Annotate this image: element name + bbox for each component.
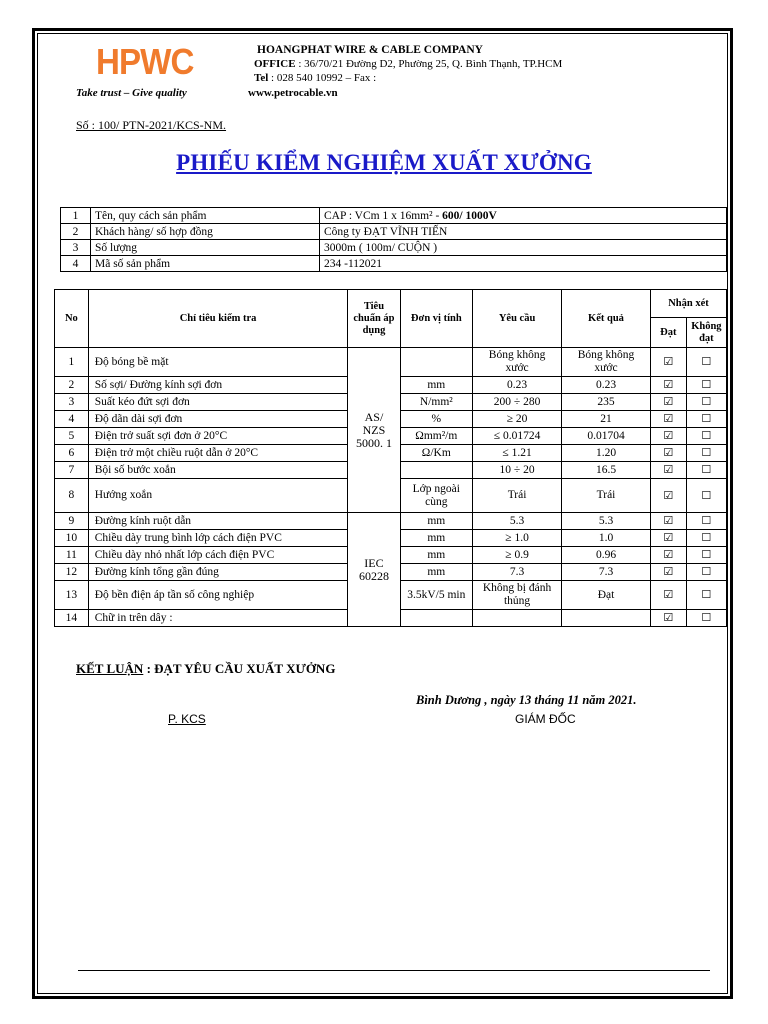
row-requirement: Bóng không xước bbox=[473, 348, 562, 377]
pass-checkbox-icon: ☑ bbox=[663, 531, 674, 544]
row-fail-cell bbox=[686, 581, 726, 610]
row-criteria: Hướng xoắn bbox=[88, 479, 348, 513]
row-result: Đạt bbox=[562, 581, 651, 610]
row-pass-cell bbox=[650, 462, 686, 479]
info-value: Công ty ĐẠT VĨNH TIẾN bbox=[324, 225, 448, 238]
row-unit: Ω/Km bbox=[400, 445, 473, 462]
row-pass-cell bbox=[650, 348, 686, 377]
row-no: 2 bbox=[55, 377, 89, 394]
row-unit: Ωmm²/m bbox=[400, 428, 473, 445]
row-unit: mm bbox=[400, 513, 473, 530]
website: www.petrocable.vn bbox=[248, 87, 338, 99]
row-unit: mm bbox=[400, 547, 473, 564]
row-criteria: Số sợi/ Đường kính sợi đơn bbox=[88, 377, 348, 394]
fail-checkbox-icon: ☐ bbox=[701, 412, 712, 425]
row-requirement: 7.3 bbox=[473, 564, 562, 581]
row-requirement: ≥ 20 bbox=[473, 411, 562, 428]
info-row bbox=[61, 256, 727, 272]
info-label: Khách hàng/ số hợp đồng bbox=[91, 224, 320, 240]
slogan: Take trust – Give quality bbox=[76, 87, 187, 99]
row-requirement: 200 ÷ 280 bbox=[473, 394, 562, 411]
row-no: 12 bbox=[55, 564, 89, 581]
fail-checkbox-icon: ☐ bbox=[701, 395, 712, 408]
row-unit: 3.5kV/5 min bbox=[400, 581, 473, 610]
row-unit: % bbox=[400, 411, 473, 428]
col-header-standard: Tiêu chuẩn áp dụng bbox=[348, 290, 400, 348]
fail-checkbox-icon: ☐ bbox=[701, 611, 712, 624]
row-requirement: Trái bbox=[473, 479, 562, 513]
row-criteria: Độ bóng bề mặt bbox=[88, 348, 348, 377]
row-no: 10 bbox=[55, 530, 89, 547]
info-label: Mã số sản phẩm bbox=[91, 256, 320, 272]
conclusion bbox=[76, 661, 335, 677]
row-pass-cell bbox=[650, 564, 686, 581]
info-row bbox=[61, 208, 727, 224]
row-unit bbox=[400, 348, 473, 377]
pass-checkbox-icon: ☑ bbox=[663, 611, 674, 624]
pass-checkbox-icon: ☑ bbox=[663, 548, 674, 561]
row-no: 3 bbox=[55, 394, 89, 411]
product-info-table bbox=[60, 207, 727, 272]
row-result: Trái bbox=[562, 479, 651, 513]
office-address bbox=[254, 58, 562, 70]
col-header-requirement: Yêu cầu bbox=[473, 290, 562, 348]
info-value-cell bbox=[320, 224, 727, 240]
fail-checkbox-icon: ☐ bbox=[701, 429, 712, 442]
fail-checkbox-icon: ☐ bbox=[701, 548, 712, 561]
row-requirement: ≤ 0.01724 bbox=[473, 428, 562, 445]
fail-checkbox-icon: ☐ bbox=[701, 565, 712, 578]
standard-cell-asnzs: AS/ NZS 5000. 1 bbox=[348, 348, 400, 513]
row-no: 5 bbox=[55, 428, 89, 445]
info-no: 4 bbox=[61, 256, 91, 272]
row-criteria: Chữ in trên dây : bbox=[88, 610, 348, 627]
row-unit: mm bbox=[400, 530, 473, 547]
row-result: 235 bbox=[562, 394, 651, 411]
row-pass-cell bbox=[650, 394, 686, 411]
row-requirement: 5.3 bbox=[473, 513, 562, 530]
row-result: 1.20 bbox=[562, 445, 651, 462]
col-header-result: Kết quả bbox=[562, 290, 651, 348]
row-result: 16.5 bbox=[562, 462, 651, 479]
row-fail-cell bbox=[686, 547, 726, 564]
col-header-fail: Không đạt bbox=[686, 318, 726, 348]
office-label: OFFICE bbox=[254, 58, 296, 70]
info-value: 3000m ( 100m/ CUỘN ) bbox=[324, 241, 438, 254]
row-fail-cell bbox=[686, 377, 726, 394]
row-pass-cell bbox=[650, 513, 686, 530]
pass-checkbox-icon: ☑ bbox=[663, 514, 674, 527]
row-fail-cell bbox=[686, 462, 726, 479]
row-criteria: Bội số bước xoắn bbox=[88, 462, 348, 479]
info-no: 3 bbox=[61, 240, 91, 256]
info-no: 1 bbox=[61, 208, 91, 224]
company-name: HOANGPHAT WIRE & CABLE COMPANY bbox=[257, 44, 483, 56]
row-result: Bóng không xước bbox=[562, 348, 651, 377]
pass-checkbox-icon: ☑ bbox=[663, 488, 674, 502]
row-no: 4 bbox=[55, 411, 89, 428]
row-no: 1 bbox=[55, 348, 89, 377]
standard-cell-iec: IEC 60228 bbox=[348, 513, 400, 627]
info-value-bold: 600/ 1000V bbox=[442, 209, 497, 222]
row-unit: mm bbox=[400, 564, 473, 581]
row-requirement: ≥ 0.9 bbox=[473, 547, 562, 564]
pass-checkbox-icon: ☑ bbox=[663, 395, 674, 408]
telephone bbox=[254, 72, 376, 84]
row-criteria: Suất kéo đứt sợi đơn bbox=[88, 394, 348, 411]
row-criteria: Độ dãn dài sợi đơn bbox=[88, 411, 348, 428]
row-criteria: Điện trở một chiều ruột dẫn ở 20°C bbox=[88, 445, 348, 462]
row-fail-cell bbox=[686, 479, 726, 513]
row-unit bbox=[400, 610, 473, 627]
table-row bbox=[55, 513, 727, 530]
row-unit: N/mm² bbox=[400, 394, 473, 411]
row-result: 7.3 bbox=[562, 564, 651, 581]
signature-kcs: P. KCS bbox=[168, 712, 206, 726]
info-row bbox=[61, 224, 727, 240]
fail-checkbox-icon: ☐ bbox=[701, 588, 712, 601]
row-requirement: ≥ 1.0 bbox=[473, 530, 562, 547]
pass-checkbox-icon: ☑ bbox=[663, 565, 674, 578]
fail-checkbox-icon: ☐ bbox=[701, 531, 712, 544]
info-row bbox=[61, 240, 727, 256]
row-result: 21 bbox=[562, 411, 651, 428]
company-logo: HPWC bbox=[96, 41, 194, 82]
info-value-cell bbox=[320, 208, 727, 224]
fail-checkbox-icon: ☐ bbox=[701, 514, 712, 527]
row-criteria: Chiều dày nhỏ nhất lớp cách điện PVC bbox=[88, 547, 348, 564]
row-pass-cell bbox=[650, 530, 686, 547]
row-result: 0.01704 bbox=[562, 428, 651, 445]
col-header-remark: Nhận xét bbox=[650, 290, 726, 318]
pass-checkbox-icon: ☑ bbox=[663, 463, 674, 476]
row-unit: mm bbox=[400, 377, 473, 394]
fail-checkbox-icon: ☐ bbox=[701, 463, 712, 476]
row-requirement: 10 ÷ 20 bbox=[473, 462, 562, 479]
row-result: 5.3 bbox=[562, 513, 651, 530]
place-date: Bình Dương , ngày 13 tháng 11 năm 2021. bbox=[416, 693, 637, 707]
col-header-pass: Đạt bbox=[650, 318, 686, 348]
row-pass-cell bbox=[650, 428, 686, 445]
row-pass-cell bbox=[650, 581, 686, 610]
fail-checkbox-icon: ☐ bbox=[701, 378, 712, 391]
row-unit: Lớp ngoài cùng bbox=[400, 479, 473, 513]
row-no: 14 bbox=[55, 610, 89, 627]
row-requirement bbox=[473, 610, 562, 627]
table-row bbox=[55, 348, 727, 377]
info-label: Số lượng bbox=[91, 240, 320, 256]
conclusion-label: KẾT LUẬN bbox=[76, 661, 144, 676]
info-no: 2 bbox=[61, 224, 91, 240]
row-criteria: Điện trở suất sợi đơn ở 20°C bbox=[88, 428, 348, 445]
signature-director: GIÁM ĐỐC bbox=[515, 712, 576, 726]
row-pass-cell bbox=[650, 479, 686, 513]
row-fail-cell bbox=[686, 428, 726, 445]
page-title: PHIẾU KIỂM NGHIỆM XUẤT XƯỞNG bbox=[176, 150, 592, 175]
row-requirement: Không bị đánh thủng bbox=[473, 581, 562, 610]
row-no: 7 bbox=[55, 462, 89, 479]
info-value-cell bbox=[320, 256, 727, 272]
row-fail-cell bbox=[686, 445, 726, 462]
row-fail-cell bbox=[686, 564, 726, 581]
info-label: Tên, quy cách sản phẩm bbox=[91, 208, 320, 224]
row-requirement: ≤ 1.21 bbox=[473, 445, 562, 462]
row-fail-cell bbox=[686, 394, 726, 411]
row-no: 8 bbox=[55, 479, 89, 513]
info-value: CAP : VCm 1 x 16mm² - bbox=[324, 209, 443, 222]
row-fail-cell bbox=[686, 513, 726, 530]
row-unit bbox=[400, 462, 473, 479]
row-result: 1.0 bbox=[562, 530, 651, 547]
row-result: 0.23 bbox=[562, 377, 651, 394]
row-pass-cell bbox=[650, 610, 686, 627]
row-criteria: Chiều dày trung bình lớp cách điện PVC bbox=[88, 530, 348, 547]
pass-checkbox-icon: ☑ bbox=[663, 355, 674, 368]
row-result: 0.96 bbox=[562, 547, 651, 564]
row-criteria: Đường kính tổng gần đúng bbox=[88, 564, 348, 581]
footer-line bbox=[78, 970, 710, 971]
fail-checkbox-icon: ☐ bbox=[701, 355, 712, 368]
row-pass-cell bbox=[650, 377, 686, 394]
row-no: 9 bbox=[55, 513, 89, 530]
row-criteria: Đường kính ruột dẫn bbox=[88, 513, 348, 530]
info-value-cell bbox=[320, 240, 727, 256]
pass-checkbox-icon: ☑ bbox=[663, 429, 674, 442]
fail-checkbox-icon: ☐ bbox=[701, 446, 712, 459]
conclusion-text: : ĐẠT YÊU CẦU XUẤT XƯỞNG bbox=[143, 661, 336, 676]
pass-checkbox-icon: ☑ bbox=[663, 412, 674, 425]
row-fail-cell bbox=[686, 411, 726, 428]
col-header-criteria: Chỉ tiêu kiểm tra bbox=[88, 290, 348, 348]
row-fail-cell bbox=[686, 530, 726, 547]
row-requirement: 0.23 bbox=[473, 377, 562, 394]
col-header-unit: Đơn vị tính bbox=[400, 290, 473, 348]
pass-checkbox-icon: ☑ bbox=[663, 378, 674, 391]
info-value: 234 -112021 bbox=[324, 257, 383, 270]
row-pass-cell bbox=[650, 445, 686, 462]
row-fail-cell bbox=[686, 348, 726, 377]
col-header-no: No bbox=[55, 290, 89, 348]
tel-value: : 028 540 10992 – Fax : bbox=[268, 72, 377, 84]
row-result bbox=[562, 610, 651, 627]
document-number: Số : 100/ PTN-2021/KCS-NM. bbox=[76, 118, 227, 132]
row-criteria: Độ bền điện áp tần số công nghiệp bbox=[88, 581, 348, 610]
row-pass-cell bbox=[650, 547, 686, 564]
pass-checkbox-icon: ☑ bbox=[663, 446, 674, 459]
row-no: 6 bbox=[55, 445, 89, 462]
row-no: 13 bbox=[55, 581, 89, 610]
tel-label: Tel bbox=[254, 72, 269, 84]
fail-checkbox-icon: ☐ bbox=[701, 488, 712, 502]
office-value: : 36/70/21 Đường D2, Phường 25, Q. Bình Thạnh, TP.HCM bbox=[295, 58, 563, 70]
pass-checkbox-icon: ☑ bbox=[663, 588, 674, 601]
inspection-table bbox=[54, 289, 727, 627]
row-no: 11 bbox=[55, 547, 89, 564]
row-pass-cell bbox=[650, 411, 686, 428]
row-fail-cell bbox=[686, 610, 726, 627]
